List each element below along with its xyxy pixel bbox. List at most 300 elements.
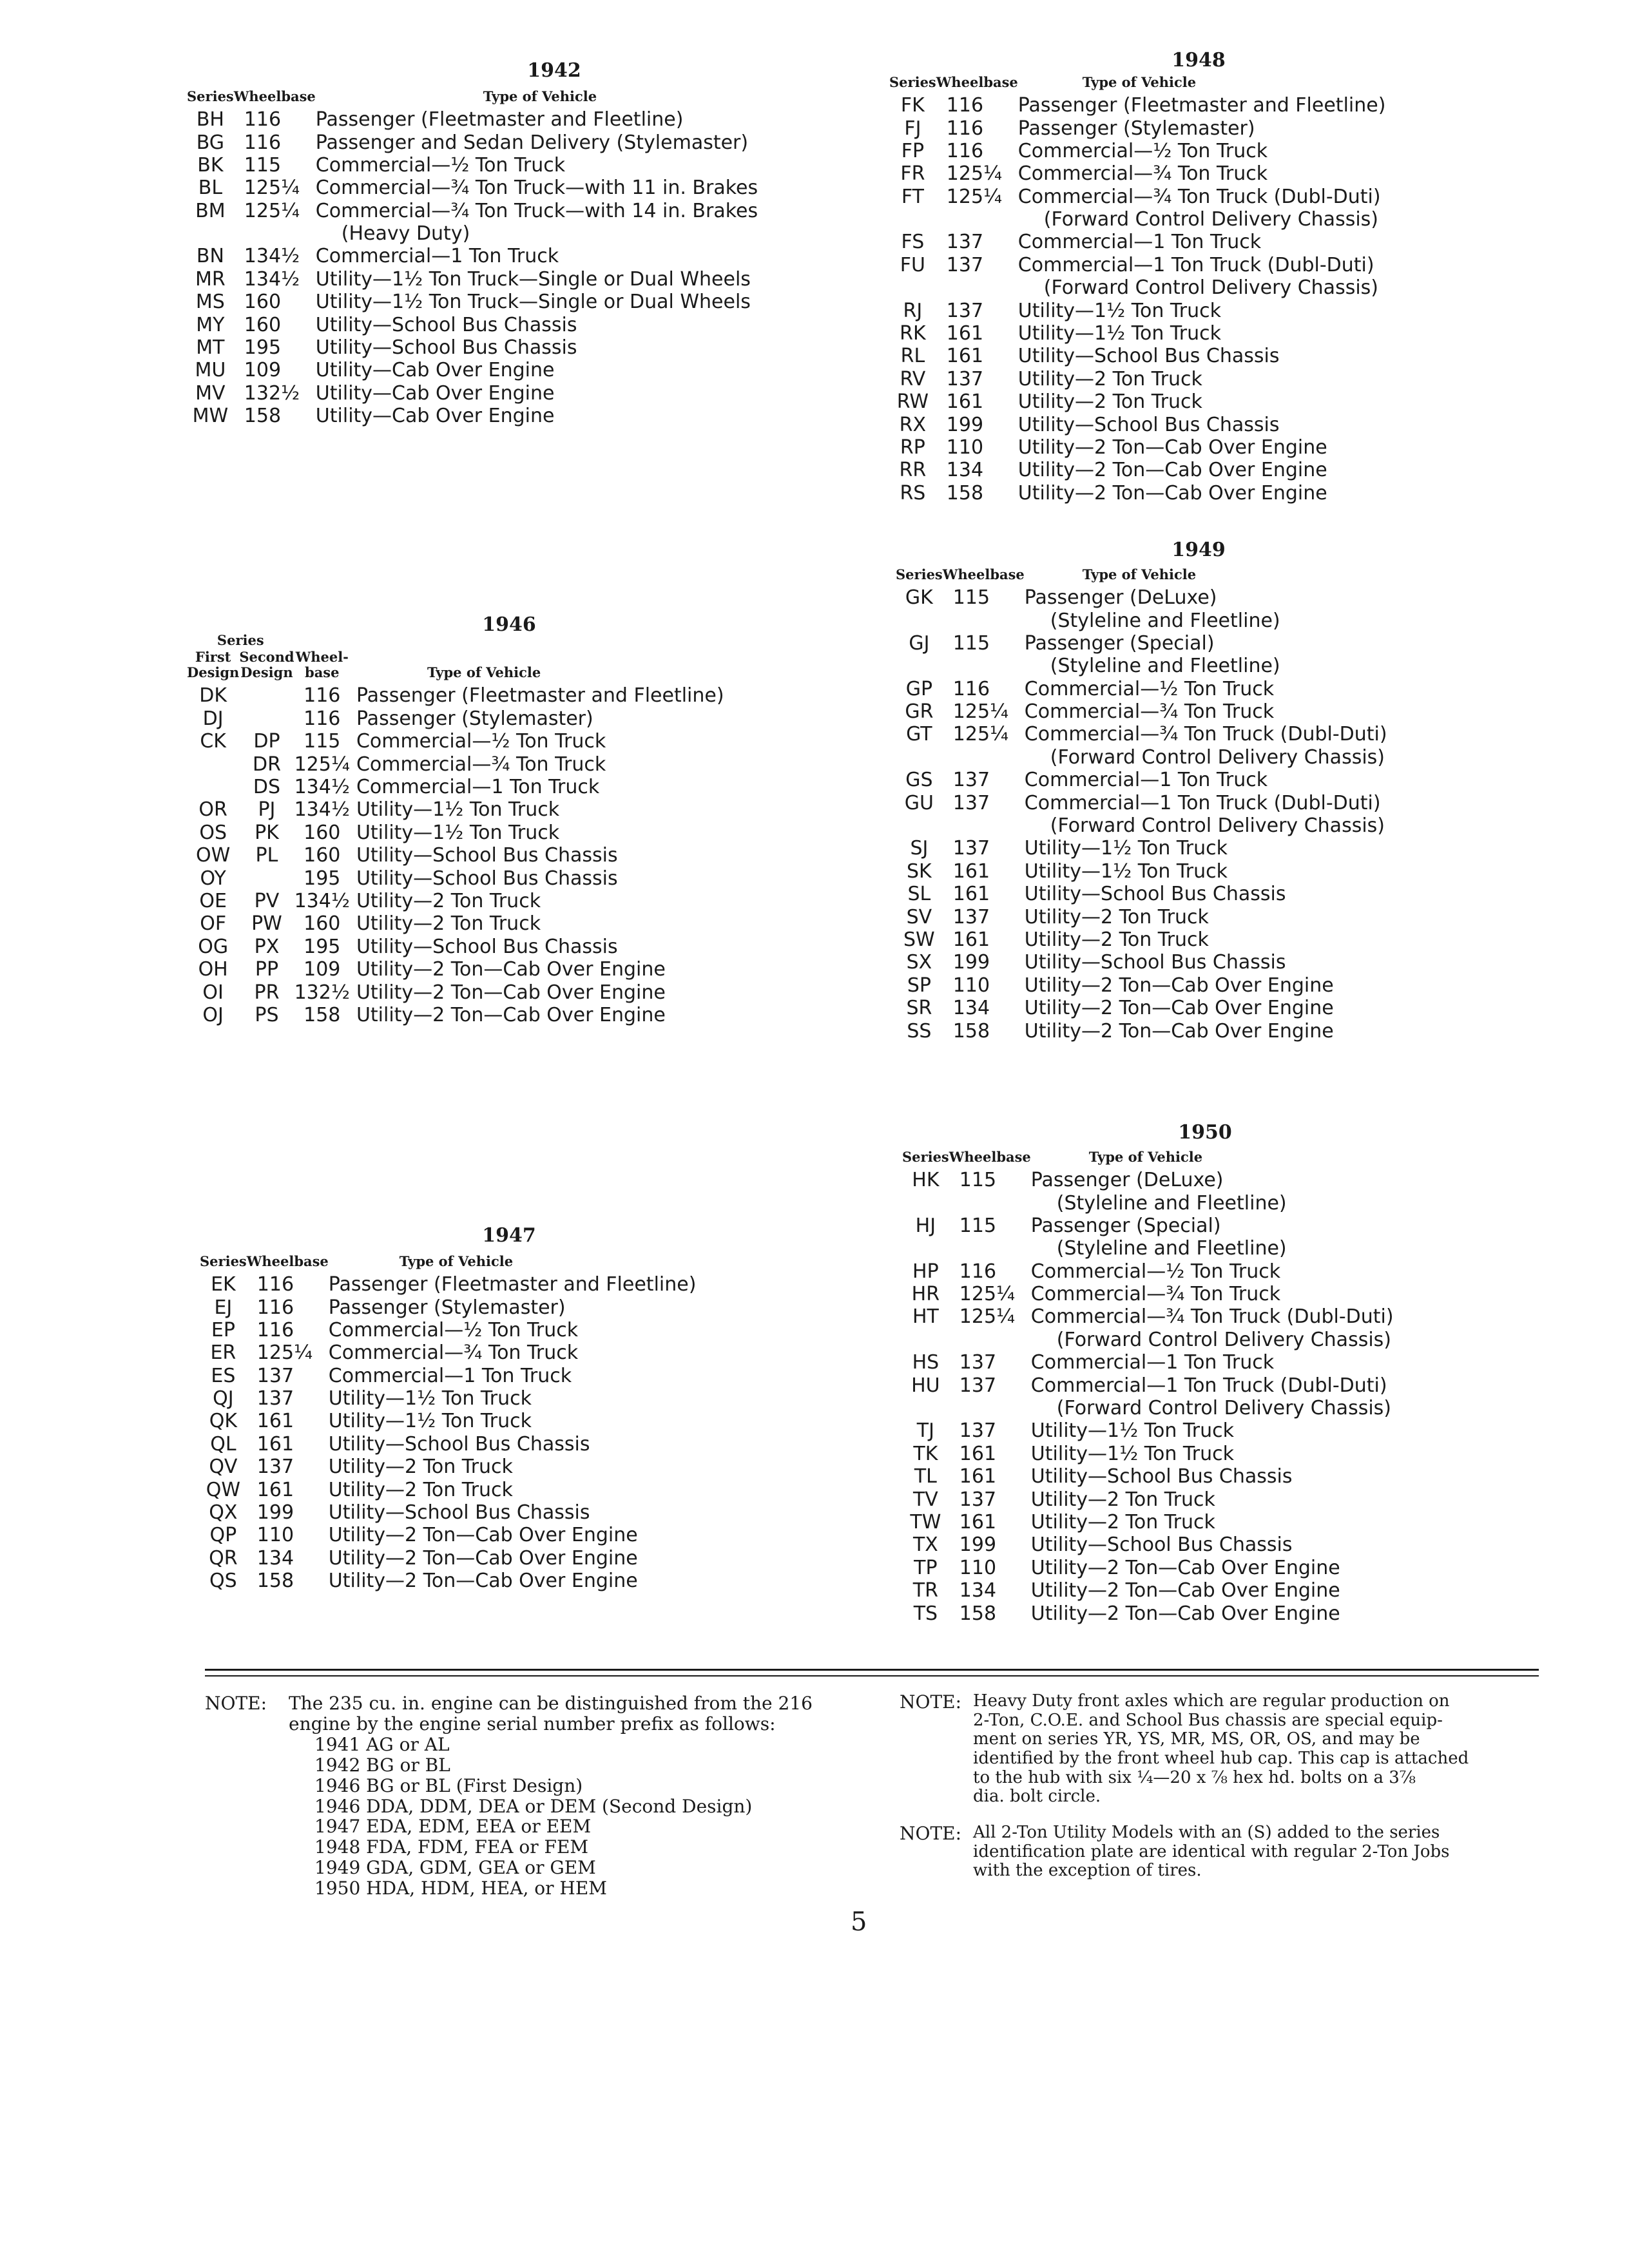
vehicle-type-cell (350, 730, 724, 753)
table-row (896, 769, 1387, 791)
series-cell: SR (906, 997, 932, 1020)
vehicle-type-line: Utility—1½ Ton Truck (1030, 1442, 1235, 1465)
series-cell: TJ (916, 1419, 934, 1443)
table-row (889, 322, 1385, 345)
col-series: Series (200, 1253, 247, 1269)
vehicle-type-cell (329, 1547, 697, 1570)
col-series: Series (889, 74, 936, 90)
col-series: Series (896, 566, 943, 582)
vehicle-type-cell (1025, 837, 1387, 860)
year-heading-1950: 1950 (1178, 1121, 1232, 1144)
table-row (200, 1365, 696, 1387)
vehicle-type-line: Passenger (Stylemaster) (356, 707, 593, 730)
table-row (200, 1273, 696, 1296)
vehicle-type-cell (350, 753, 724, 776)
table-row (187, 798, 724, 821)
vehicle-type-cell (1025, 928, 1387, 951)
col-second-design: Second Design (239, 649, 294, 681)
vehicle-type-subline: (Forward Control Delivery Chassis) (1050, 745, 1385, 769)
vehicle-type-line: Utility—School Bus Chassis (1017, 345, 1280, 368)
series-cell: QV (209, 1456, 238, 1479)
table-row (200, 1547, 696, 1570)
first-design-cell: OI (202, 981, 224, 1004)
series-cell: FU (900, 253, 925, 276)
wheelbase-cell: 115 (952, 631, 990, 655)
col-wheelbase: Wheelbase (949, 1149, 1031, 1165)
series-cell: SJ (910, 837, 929, 860)
note-line: 1947 EDA, EDM, EEA or EEM (314, 1816, 592, 1838)
series-cell: MU (195, 359, 226, 382)
vehicle-type-line: Commercial—½ Ton Truck (315, 153, 566, 177)
wheelbase-cell: 110 (959, 1556, 997, 1579)
table-row (902, 1374, 1394, 1420)
wheelbase-cell: 160 (244, 291, 282, 314)
note-engine-prefix (205, 1693, 875, 1899)
wheelbase-cell: 132½ (294, 981, 350, 1004)
vehicle-type-cell (316, 200, 758, 245)
vehicle-type-cell (350, 822, 724, 844)
table-row (187, 867, 724, 890)
vehicle-type-cell (1025, 1020, 1387, 1043)
vehicle-type-line: Utility—1½ Ton Truck (1017, 299, 1222, 322)
series-cell: HT (912, 1305, 939, 1329)
vehicle-type-subline: (Forward Control Delivery Chassis) (1050, 814, 1385, 838)
series-cell: TV (912, 1488, 938, 1511)
table-row (896, 997, 1387, 1019)
vehicle-type-cell (316, 131, 758, 154)
note-two-ton-tires (900, 1823, 1550, 1881)
vehicle-type-line: Utility—2 Ton Truck (1024, 928, 1209, 951)
series-cell: FT (901, 185, 924, 208)
series-cell: QJ (213, 1387, 234, 1410)
table-row (889, 140, 1385, 162)
series-cell: QP (209, 1524, 237, 1547)
second-design-cell (239, 707, 294, 730)
col-type: Type of Vehicle (1082, 74, 1197, 90)
vehicle-type-line: Utility—2 Ton—Cab Over Engine (328, 1570, 638, 1593)
vehicle-type-cell (316, 268, 758, 291)
table-row (889, 482, 1385, 505)
wheelbase-cell: 132½ (244, 381, 300, 405)
vehicle-type-cell (1025, 678, 1387, 700)
wheelbase-cell: 125¼ (959, 1283, 1016, 1306)
first-design-cell: OJ (202, 1003, 224, 1026)
vehicle-type-line: Passenger (Fleetmaster and Fleetline) (356, 684, 724, 707)
series-cell: RV (900, 367, 926, 390)
vehicle-type-cell (1031, 1283, 1394, 1305)
note-line: 2-Ton, C.O.E. and School Bus chassis are special equip- (973, 1710, 1443, 1730)
series-cell: RW (896, 390, 929, 414)
vehicle-type-cell (350, 981, 724, 1004)
vehicle-type-cell (316, 382, 758, 405)
table-row (889, 459, 1385, 481)
vehicle-type-cell (329, 1501, 697, 1524)
table-row (187, 131, 758, 154)
vehicle-type-cell (350, 684, 724, 707)
note-line: 1942 BG or BL (314, 1754, 450, 1776)
wheelbase-cell: 161 (256, 1478, 294, 1501)
table-row (187, 177, 758, 199)
vehicle-type-cell (1018, 117, 1386, 140)
vehicle-type-cell (1031, 1602, 1394, 1625)
vehicle-type-cell (1025, 769, 1387, 791)
vehicle-type-cell (329, 1433, 697, 1456)
second-design-cell: PX (254, 935, 280, 958)
vehicle-table-1948 (889, 75, 1385, 505)
second-design-cell (239, 684, 294, 707)
vehicle-type-cell (1031, 1169, 1394, 1215)
vehicle-type-cell (316, 405, 758, 427)
wheelbase-cell: 116 (304, 684, 341, 707)
vehicle-type-cell (1018, 300, 1386, 322)
wheelbase-cell: 134 (946, 459, 984, 482)
vehicle-type-line: Utility—School Bus Chassis (315, 336, 577, 360)
table-row (200, 1433, 696, 1456)
vehicle-type-subline: (Heavy Duty) (341, 222, 470, 245)
vehicle-type-cell (1018, 94, 1386, 117)
table-row (896, 837, 1387, 860)
vehicle-type-line: Utility—School Bus Chassis (1024, 951, 1286, 974)
wheelbase-cell: 161 (959, 1465, 997, 1488)
vehicle-type-line: Utility—2 Ton Truck (1030, 1488, 1215, 1511)
vehicle-type-cell (1025, 951, 1387, 974)
col-first-design: First Design (187, 649, 240, 681)
table-row (889, 162, 1385, 185)
series-cell: HJ (915, 1214, 936, 1237)
table-row (187, 730, 724, 753)
wheelbase-cell: 199 (959, 1533, 997, 1557)
vehicle-type-line: Passenger (DeLuxe) (1030, 1169, 1224, 1192)
first-design-cell: DK (199, 684, 227, 707)
vehicle-type-line: Commercial—½ Ton Truck (1024, 677, 1275, 700)
vehicle-type-cell (329, 1524, 697, 1546)
note-line: All 2-Ton Utility Models with an (S) added to the series (973, 1823, 1440, 1842)
vehicle-type-line: Commercial—1 Ton Truck (356, 775, 600, 798)
wheelbase-cell: 125¼ (256, 1341, 313, 1365)
vehicle-type-cell (350, 844, 724, 867)
series-cell: QR (209, 1546, 238, 1570)
table-row (187, 958, 724, 981)
vehicle-type-line: Commercial—1 Ton Truck (1017, 231, 1262, 254)
vehicle-type-cell (1025, 632, 1387, 678)
wheelbase-cell: 137 (952, 837, 990, 860)
vehicle-type-subline: (Forward Control Delivery Chassis) (1056, 1328, 1391, 1351)
vehicle-type-line: Utility—School Bus Chassis (356, 935, 618, 958)
table-row (902, 1511, 1394, 1533)
vehicle-type-cell (1018, 162, 1386, 185)
wheelbase-cell: 161 (959, 1511, 997, 1533)
vehicle-type-cell (1025, 906, 1387, 928)
vehicle-type-line: Utility—School Bus Chassis (1030, 1533, 1293, 1557)
series-cell: EP (211, 1318, 235, 1341)
vehicle-type-line: Utility—2 Ton—Cab Over Engine (356, 981, 666, 1004)
series-cell: HP (912, 1260, 939, 1283)
series-cell: GT (906, 723, 932, 746)
table-row (889, 414, 1385, 436)
vehicle-type-line: Utility—2 Ton—Cab Over Engine (328, 1546, 638, 1570)
note-line: 1946 BG or BL (First Design) (314, 1774, 583, 1796)
table-row (902, 1465, 1394, 1488)
vehicle-type-cell (1031, 1557, 1394, 1579)
note-label: NOTE: (205, 1693, 267, 1714)
vehicle-type-cell (350, 890, 724, 912)
series-cell: RS (900, 481, 926, 505)
note-line: 1950 HDA, HDM, HEA, or HEM (314, 1878, 607, 1899)
vehicle-type-line: Utility—2 Ton Truck (328, 1456, 513, 1479)
table-row (896, 792, 1387, 838)
table-row (187, 245, 758, 267)
vehicle-type-subline: (Styleline and Fleetline) (1056, 1237, 1287, 1260)
series-cell: GJ (909, 631, 930, 655)
series-cell: HS (912, 1351, 940, 1374)
wheelbase-cell: 125¼ (959, 1305, 1016, 1329)
table-row (902, 1351, 1394, 1374)
series-cell: SV (906, 905, 932, 928)
series-cell: SX (906, 951, 932, 974)
wheelbase-cell: 134½ (244, 245, 300, 268)
table-row (889, 254, 1385, 300)
table-row (200, 1501, 696, 1524)
wheelbase-cell: 158 (256, 1570, 294, 1593)
second-design-cell: PV (254, 889, 280, 912)
note-label: NOTE: (900, 1823, 962, 1844)
col-wheelbase: Wheelbase (942, 566, 1025, 582)
wheelbase-cell: 158 (959, 1602, 997, 1625)
wheelbase-cell: 134½ (294, 775, 350, 798)
col-type: Type of Vehicle (1088, 1149, 1203, 1165)
vehicle-table-1949 (896, 567, 1387, 1043)
table-row (187, 382, 758, 405)
vehicle-type-cell (329, 1296, 697, 1319)
wheelbase-cell: 158 (952, 1019, 990, 1043)
table-row (896, 723, 1387, 769)
wheelbase-cell: 195 (244, 336, 282, 360)
vehicle-type-cell (1031, 1215, 1394, 1260)
vehicle-type-cell (329, 1456, 697, 1478)
col-wheelbase: Wheelbase (246, 1253, 329, 1269)
note-line: engine by the engine serial number prefix as follows: (289, 1713, 776, 1735)
series-cell: FP (901, 139, 925, 162)
col-wheelbase: Wheel-base (295, 649, 349, 681)
second-design-cell: PP (255, 958, 279, 981)
wheelbase-cell: 137 (946, 253, 984, 276)
vehicle-type-line: Commercial—½ Ton Truck (1030, 1260, 1281, 1283)
vehicle-type-cell (1025, 974, 1387, 997)
wheelbase-cell: 137 (959, 1488, 997, 1511)
table-row (200, 1570, 696, 1592)
series-cell: FJ (904, 117, 921, 140)
vehicle-type-cell (329, 1410, 697, 1432)
vehicle-type-subline: (Styleline and Fleetline) (1050, 609, 1280, 632)
series-cell: MS (195, 291, 225, 314)
wheelbase-cell: 116 (256, 1296, 294, 1319)
series-cell: HR (911, 1283, 940, 1306)
table-row (889, 94, 1385, 117)
vehicle-type-line: Passenger (Fleetmaster and Fleetline) (328, 1273, 697, 1296)
first-design-cell: OY (200, 867, 226, 890)
series-cell: ER (210, 1341, 236, 1365)
vehicle-type-cell (1018, 322, 1386, 345)
second-design-cell: PR (254, 981, 280, 1004)
wheelbase-cell: 116 (304, 707, 341, 730)
vehicle-type-cell (1018, 186, 1386, 231)
vehicle-type-cell (1031, 1443, 1394, 1465)
series-cell: MT (196, 336, 225, 360)
vehicle-type-line: Utility—Cab Over Engine (315, 381, 555, 405)
vehicle-type-line: Commercial—¾ Ton Truck (Dubl-Duti) (1030, 1305, 1394, 1329)
vehicle-type-cell (1031, 1533, 1394, 1556)
wheelbase-cell: 158 (304, 1003, 341, 1026)
year-heading-1949: 1949 (1171, 539, 1226, 561)
table-row (896, 586, 1387, 632)
first-design-cell: OR (198, 798, 227, 822)
series-cell: TW (910, 1511, 941, 1533)
vehicle-type-cell (1025, 700, 1387, 723)
page-number: 5 (851, 1907, 867, 1937)
wheelbase-cell: 116 (256, 1273, 294, 1296)
vehicle-type-line: Utility—2 Ton—Cab Over Engine (1030, 1602, 1340, 1625)
table-row (889, 300, 1385, 322)
second-design-cell: DS (253, 775, 281, 798)
table-row (896, 951, 1387, 974)
table-row (200, 1319, 696, 1341)
vehicle-type-cell (329, 1365, 697, 1387)
table-row (187, 291, 758, 313)
divider-rule-top (205, 1669, 1539, 1671)
note-line: dia. bolt circle. (973, 1787, 1101, 1807)
note-heavy-duty-axles (900, 1692, 1550, 1807)
vehicle-type-cell (329, 1479, 697, 1501)
vehicle-type-cell (329, 1273, 697, 1296)
vehicle-type-line: Passenger (Special) (1024, 631, 1215, 655)
wheelbase-cell: 160 (304, 844, 341, 867)
wheelbase-cell: 110 (952, 974, 990, 997)
vehicle-type-cell (1031, 1511, 1394, 1533)
table-row (896, 700, 1387, 723)
vehicle-type-line: Utility—School Bus Chassis (1017, 413, 1280, 436)
vehicle-type-line: Utility—2 Ton Truck (356, 889, 541, 912)
wheelbase-cell: 116 (952, 677, 990, 700)
col-wheelbase: Wheelbase (233, 88, 316, 104)
table-row (187, 936, 724, 958)
wheelbase-cell: 199 (256, 1501, 294, 1524)
vehicle-type-line: Utility—School Bus Chassis (356, 867, 618, 890)
wheelbase-cell: 199 (952, 951, 990, 974)
vehicle-type-cell (1018, 436, 1386, 459)
series-cell: MV (195, 381, 226, 405)
table-row (902, 1169, 1394, 1215)
vehicle-type-line: Commercial—¾ Ton Truck (1030, 1283, 1281, 1306)
col-type: Type of Vehicle (1082, 566, 1197, 582)
wheelbase-cell: 158 (244, 405, 282, 428)
series-cell: TL (914, 1465, 937, 1488)
series-cell: RL (900, 345, 925, 368)
wheelbase-cell: 161 (959, 1442, 997, 1465)
vehicle-type-subline: (Forward Control Delivery Chassis) (1056, 1397, 1391, 1420)
wheelbase-cell: 115 (959, 1169, 997, 1192)
table-row (902, 1533, 1394, 1556)
wheelbase-cell: 109 (304, 958, 341, 981)
note-line: with the exception of tires. (973, 1861, 1202, 1881)
vehicle-type-line: Utility—1½ Ton Truck—Single or Dual Wheels (315, 267, 751, 291)
wheelbase-cell: 109 (244, 359, 282, 382)
vehicle-type-cell (1018, 459, 1386, 481)
first-design-cell: OW (196, 844, 231, 867)
table-row (896, 860, 1387, 883)
series-cell: RK (900, 322, 926, 345)
wheelbase-cell: 115 (304, 730, 341, 753)
table-row (187, 200, 758, 245)
wheelbase-cell: 137 (959, 1351, 997, 1374)
vehicle-type-cell (1018, 231, 1386, 253)
wheelbase-cell: 134½ (294, 889, 350, 912)
wheelbase-cell: 161 (946, 390, 984, 414)
table-row (187, 1004, 724, 1026)
vehicle-type-line: Utility—2 Ton—Cab Over Engine (1024, 1019, 1334, 1043)
vehicle-type-line: Commercial—1 Ton Truck (315, 245, 559, 268)
vehicle-type-line: Commercial—¾ Ton Truck (328, 1341, 579, 1365)
vehicle-type-line: Utility—Cab Over Engine (315, 405, 555, 428)
vehicle-type-cell (1031, 1488, 1394, 1511)
wheelbase-cell: 116 (946, 94, 984, 117)
table-row (187, 684, 724, 707)
series-cell: EJ (214, 1296, 233, 1319)
year-heading-1946: 1946 (482, 613, 536, 636)
wheelbase-cell: 161 (256, 1432, 294, 1456)
col-series-group: Series (217, 632, 264, 648)
vehicle-type-line: Commercial—1 Ton Truck (Dubl-Duti) (1017, 253, 1374, 276)
table-row (902, 1602, 1394, 1625)
wheelbase-cell: 116 (946, 117, 984, 140)
series-cell: RX (899, 413, 927, 436)
vehicle-type-line: Utility—2 Ton Truck (1024, 905, 1209, 928)
note-line: ment on series YR, YS, MR, MS, OR, OS, and may be (973, 1729, 1420, 1749)
table-row (902, 1260, 1394, 1283)
vehicle-type-line: Commercial—¾ Ton Truck (Dubl-Duti) (1017, 185, 1381, 208)
note-line: identified by the front wheel hub cap. This cap is attached (973, 1748, 1469, 1768)
vehicle-type-line: Commercial—¾ Ton Truck—with 14 in. Brakes (315, 199, 758, 222)
vehicle-type-cell (1025, 723, 1387, 769)
vehicle-type-line: Utility—School Bus Chassis (328, 1432, 590, 1456)
year-heading-1942: 1942 (527, 59, 581, 82)
table-row (187, 981, 724, 1004)
vehicle-type-cell (1025, 792, 1387, 838)
table-row (187, 405, 758, 427)
table-row (889, 231, 1385, 253)
wheelbase-cell: 137 (256, 1456, 294, 1479)
vehicle-type-line: Utility—1½ Ton Truck (1030, 1419, 1235, 1443)
vehicle-type-cell (350, 958, 724, 981)
table-row (187, 890, 724, 912)
wheelbase-cell: 137 (959, 1374, 997, 1397)
table-row (902, 1443, 1394, 1465)
note-line: 1946 DDA, DDM, DEA or DEM (Second Design) (314, 1795, 753, 1817)
vehicle-type-line: Commercial—1 Ton Truck (1024, 769, 1268, 792)
table-row (896, 1020, 1387, 1043)
note-line: The 235 cu. in. engine can be distinguished from the 216 (289, 1693, 813, 1714)
vehicle-type-line: Utility—2 Ton Truck (328, 1478, 513, 1501)
wheelbase-cell: 115 (952, 586, 990, 610)
series-cell: SS (907, 1019, 932, 1043)
vehicle-type-cell (1018, 390, 1386, 413)
table-row (902, 1579, 1394, 1602)
vehicle-type-line: Passenger (Stylemaster) (1017, 117, 1255, 140)
wheelbase-cell: 137 (946, 231, 984, 254)
vehicle-type-cell (316, 177, 758, 199)
vehicle-type-cell (1031, 1579, 1394, 1602)
vehicle-type-line: Utility—School Bus Chassis (328, 1501, 590, 1524)
table-row (889, 345, 1385, 367)
